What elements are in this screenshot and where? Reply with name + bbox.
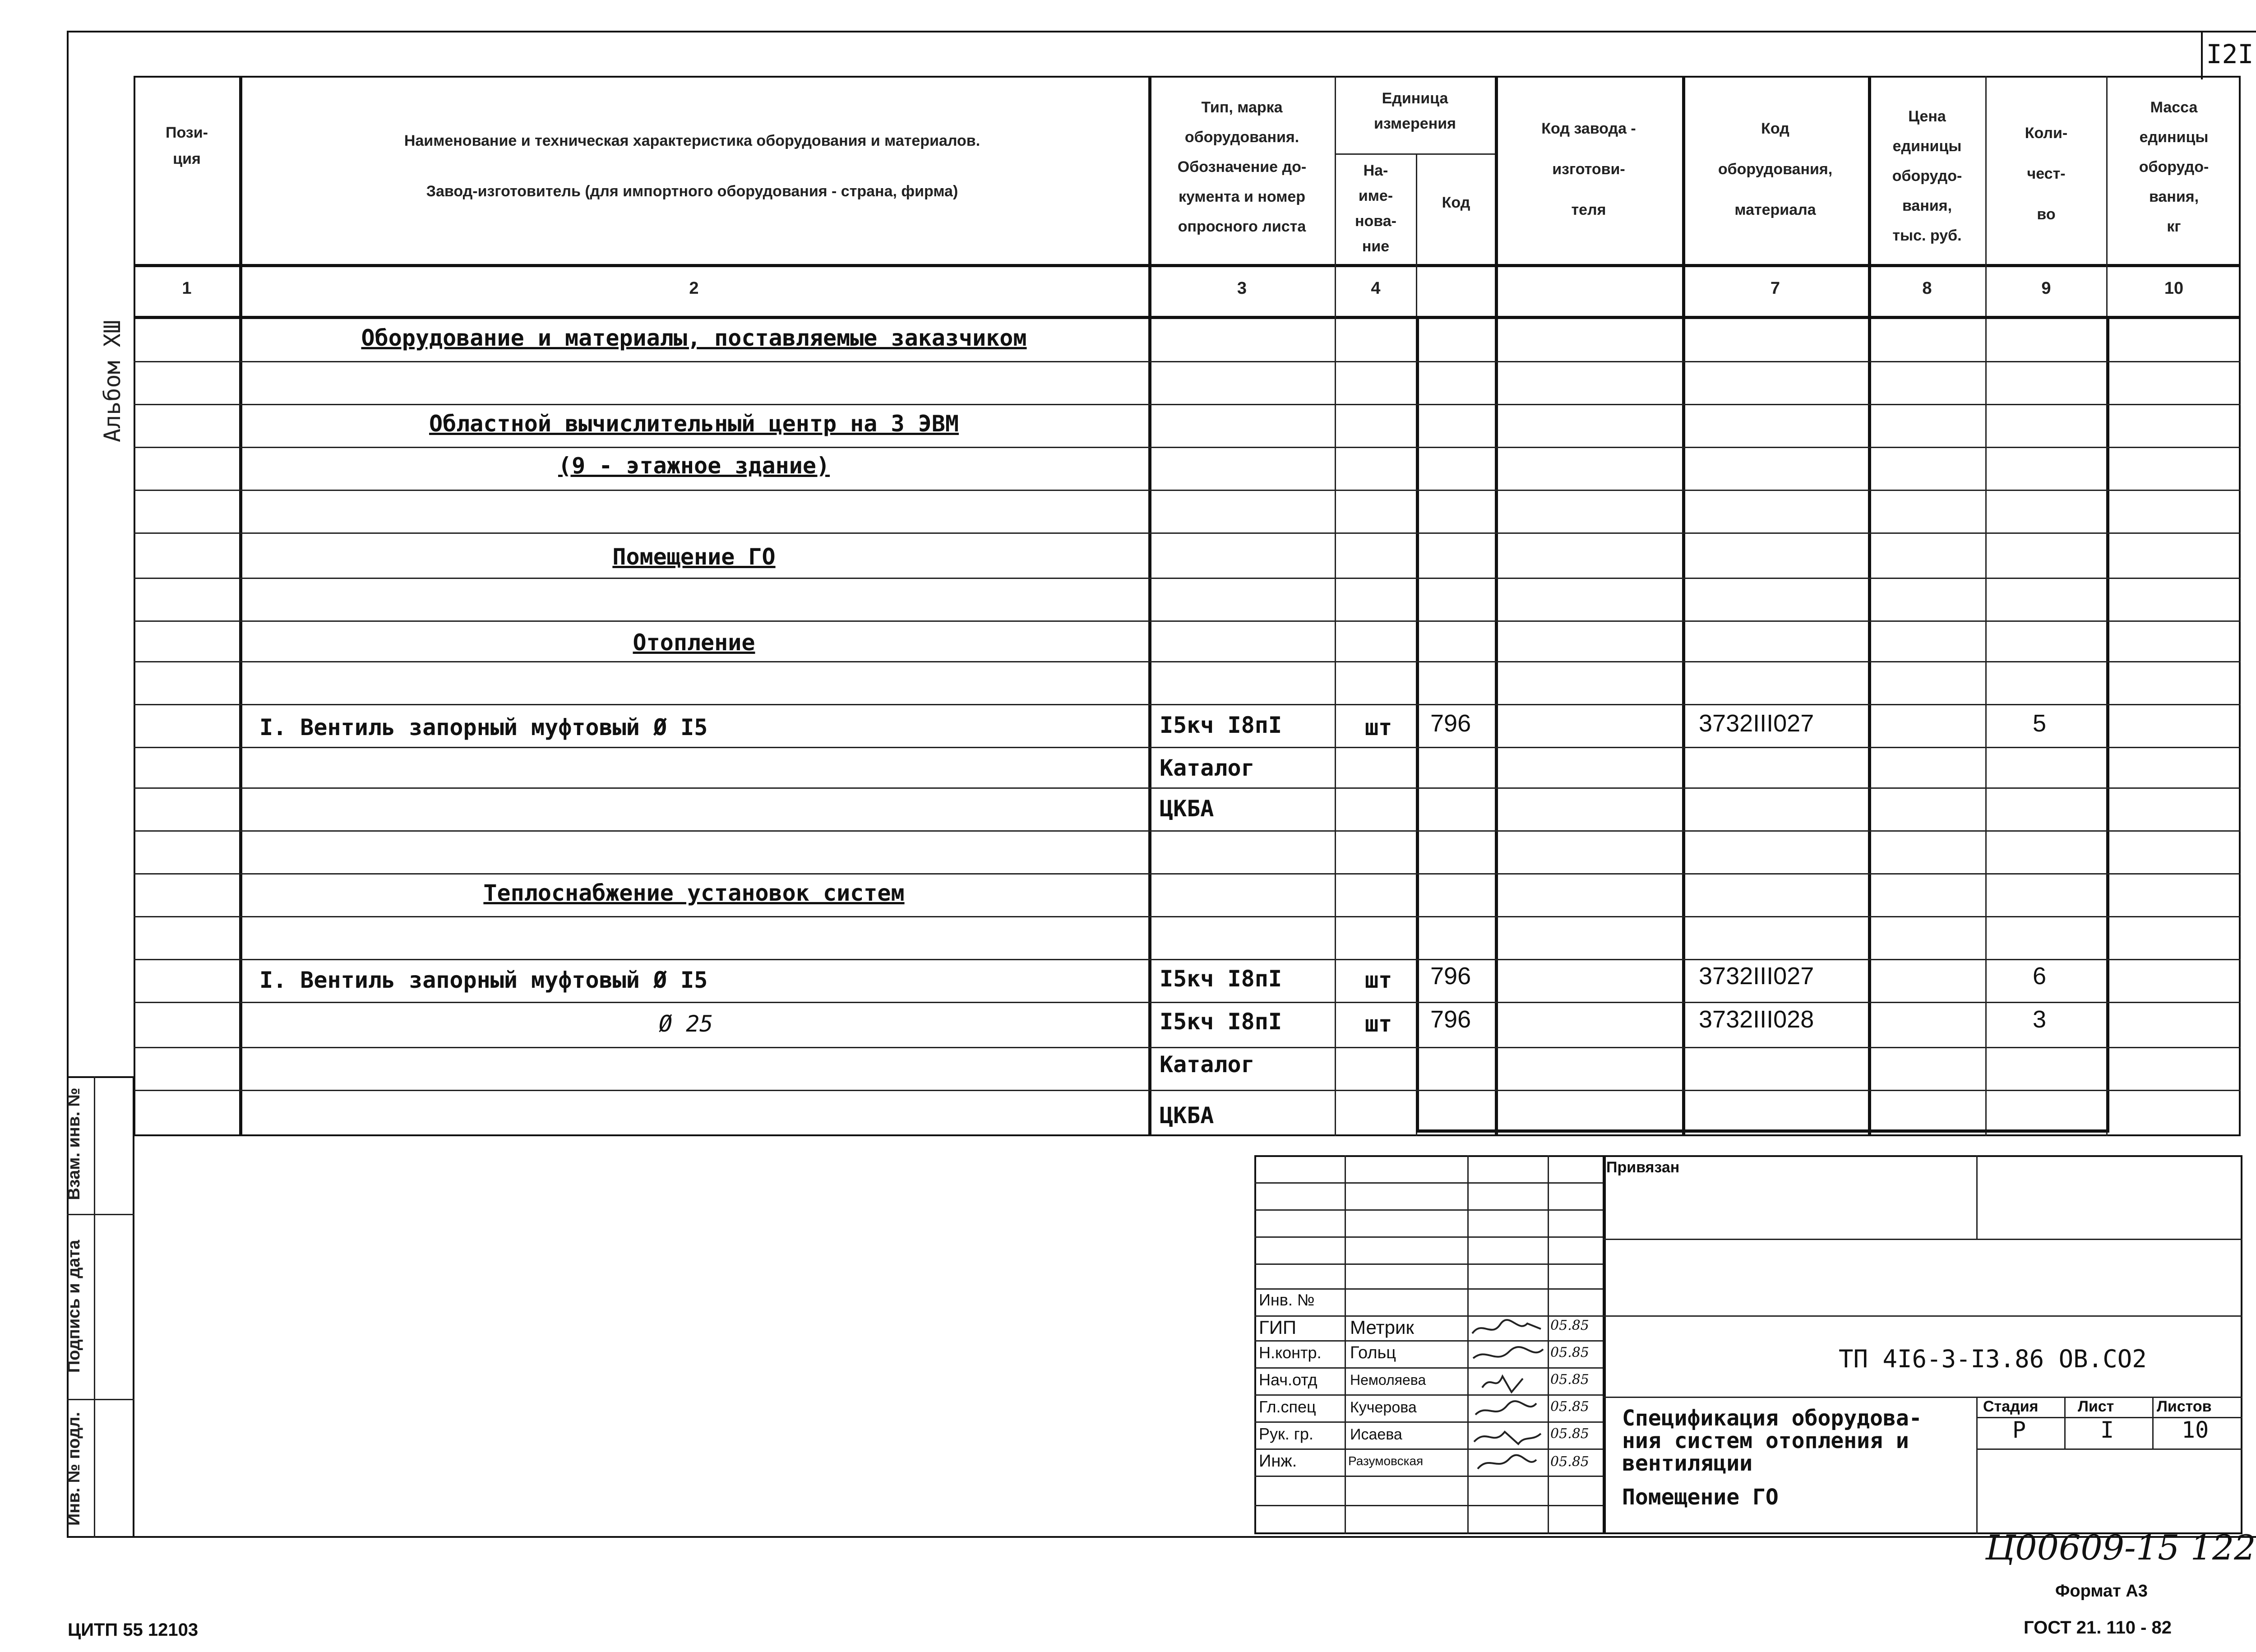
tb-line [1345, 1155, 1346, 1534]
section-heading: Помещение ГО [612, 544, 776, 570]
item-name: Ø 25 [659, 1011, 713, 1037]
signer-name: Исаева [1350, 1426, 1402, 1443]
header-unit-code: Код [1442, 194, 1470, 211]
signer-date: 05.85 [1550, 1399, 1589, 1415]
row-line [134, 959, 2241, 960]
column-number: 8 [1922, 279, 1932, 298]
section-heading: (9 - этажное здание) [558, 453, 830, 479]
signer-role: ГИП [1259, 1317, 1297, 1338]
header-type: Тип, марка оборудования. Обозначение до- кумента и номер опросного листа [1177, 99, 1307, 235]
row-line [134, 447, 2241, 448]
row-line [134, 747, 2241, 748]
header-equipment-code: Код оборудования, материала [1718, 120, 1833, 218]
column-number: 1 [182, 279, 192, 298]
header-name-line2: Завод-изготовитель (для импортного оборудования - страна, фирма) [426, 183, 958, 200]
tb-line [1254, 1476, 1603, 1477]
row-line [134, 830, 2241, 832]
tb-line [1254, 1367, 1603, 1369]
row-line [134, 1090, 2241, 1091]
tb-line [1603, 1239, 2242, 1240]
margin-divider [67, 1214, 134, 1215]
column-number: 2 [689, 279, 699, 298]
item-org: ЦКБА [1160, 796, 1214, 822]
row-line [134, 532, 2241, 534]
signature-scribble [1482, 1376, 1523, 1392]
tb-line [2064, 1397, 2066, 1448]
tb-line [1254, 1505, 1603, 1506]
item-type: I5кч I8пI [1160, 712, 1282, 738]
header-unit-group: Единица измерения [1374, 90, 1456, 132]
signer-name: Гольц [1350, 1343, 1396, 1362]
tb-line [1548, 1155, 1549, 1534]
section-heading: Теплоснабжение установок систем [483, 880, 905, 906]
format-label: Формат А3 [2055, 1582, 2148, 1601]
item-catalog: Каталог [1160, 755, 1255, 781]
row-line [134, 661, 2241, 662]
row-line [134, 787, 2241, 789]
tb-line [1254, 1340, 1603, 1342]
document-code: ТП 4I6-3-I3.86 ОВ.СО2 [1839, 1345, 2147, 1373]
column-number: 4 [1371, 279, 1381, 298]
item-type: I5кч I8пI [1160, 1009, 1282, 1035]
item-unit-code: 796 [1430, 1006, 1471, 1033]
row-line [134, 1002, 2241, 1003]
item-quantity: 3 [2033, 1006, 2047, 1033]
unit-group-line [1335, 153, 1495, 155]
header-position: Пози- ция [166, 124, 208, 167]
item-equipment-code: 3732III027 [1699, 710, 1814, 737]
signer-date: 05.85 [1550, 1318, 1589, 1333]
item-quantity: 6 [2033, 963, 2047, 990]
sheets-value: 10 [2182, 1417, 2209, 1443]
signer-date: 05.85 [1550, 1454, 1589, 1470]
signature-scribble [1475, 1401, 1536, 1415]
privyazan-label: Привязан [1606, 1159, 1680, 1176]
signature-scribble [1478, 1455, 1536, 1469]
row-line [134, 620, 2241, 622]
signer-date: 05.85 [1550, 1426, 1589, 1442]
footer-right: ГОСТ 21. 110 - 82 [2024, 1618, 2172, 1638]
signer-role: Н.контр. [1259, 1343, 1322, 1362]
sheet-value: I [2100, 1417, 2114, 1443]
document-title-line: Помещение ГО [1622, 1485, 1779, 1510]
row-line [134, 916, 2241, 917]
inv-label: Инв. № [1259, 1291, 1315, 1309]
stage-label: Стадия [1983, 1398, 2039, 1415]
row-line [134, 873, 2241, 875]
tb-line [1254, 1394, 1603, 1396]
signer-date: 05.85 [1550, 1372, 1589, 1388]
tb-line [2152, 1397, 2154, 1448]
tb-line [1254, 1236, 1603, 1238]
item-equipment-code: 3732III028 [1699, 1006, 1814, 1033]
document-title-line: Спецификация оборудова- [1622, 1406, 1922, 1431]
archive-number: Ц00609-15 122 [1985, 1527, 2256, 1568]
signer-name: Немоляева [1350, 1372, 1426, 1388]
item-unit-code: 796 [1430, 963, 1471, 990]
album-label: Альбом XШ [99, 320, 125, 442]
section-heading: Отопление [633, 629, 755, 656]
signer-date: 05.85 [1550, 1345, 1589, 1360]
item-quantity: 5 [2033, 710, 2047, 737]
signer-name: Метрик [1350, 1317, 1414, 1338]
signer-role: Рук. гр. [1259, 1425, 1313, 1443]
tb-line [1254, 1263, 1603, 1265]
item-name: I. Вентиль запорный муфтовый Ø I5 [259, 714, 708, 740]
col-line [1335, 76, 1336, 1136]
header-name-line1: Наименование и техническая характеристика оборудования и материалов. [404, 132, 980, 149]
document-title-line: вентиляции [1622, 1451, 1752, 1476]
item-equipment-code: 3732III027 [1699, 963, 1814, 990]
tb-line [1603, 1315, 2242, 1317]
col-line [239, 76, 242, 1136]
section-heading: Областной вычислительный центр на 3 ЭВМ [429, 411, 959, 437]
item-type: I5кч I8пI [1160, 966, 1282, 992]
row-line [134, 404, 2241, 405]
column-number: 7 [1770, 279, 1780, 298]
signer-role: Нач.отд [1259, 1370, 1318, 1389]
tb-line [1254, 1315, 1603, 1317]
sheets-label: Листов [2157, 1398, 2212, 1415]
margin-field-label: Инв. № подл. [65, 1411, 83, 1526]
column-number: 3 [1237, 279, 1247, 298]
footer-left: ЦИТП 55 12103 [68, 1620, 199, 1640]
row-line [134, 490, 2241, 491]
item-unit: шт [1365, 967, 1392, 993]
item-unit: шт [1365, 714, 1392, 740]
signer-role: Гл.спец [1259, 1397, 1316, 1416]
row-line [134, 361, 2241, 362]
tb-line [1254, 1288, 1603, 1290]
header-bottom-line [134, 264, 2241, 267]
page-number: I2I [2206, 39, 2254, 69]
margin-field-label: Подпись и дата [65, 1240, 83, 1373]
signer-name: Разумовская [1348, 1454, 1424, 1468]
tb-line [1254, 1209, 1603, 1211]
signer-role: Инж. [1259, 1452, 1297, 1471]
header-unit-name: На- име- нова- ние [1355, 162, 1396, 255]
tb-line [1976, 1155, 1978, 1239]
tb-line [1603, 1397, 2242, 1398]
item-catalog: Каталог [1160, 1051, 1255, 1078]
stage-value: Р [2012, 1417, 2026, 1443]
item-unit: шт [1365, 1011, 1392, 1037]
tb-line [1254, 1421, 1603, 1423]
column-number: 9 [2041, 279, 2051, 298]
signature-scribble [1474, 1432, 1541, 1444]
item-name: I. Вентиль запорный муфтовый Ø I5 [259, 967, 708, 993]
item-unit-code: 796 [1430, 710, 1471, 737]
item-org: ЦКБА [1160, 1102, 1214, 1129]
margin-divider [94, 1076, 95, 1538]
signer-name: Кучерова [1350, 1399, 1417, 1416]
header-price: Цена единицы оборудо- вания, тыс. руб. [1892, 108, 1962, 244]
column-number: 10 [2164, 279, 2184, 298]
tb-line [1976, 1448, 2242, 1450]
tb-line [1603, 1155, 1606, 1534]
header-quantity: Коли- чест- во [2025, 125, 2068, 223]
signature-scribble [1473, 1347, 1543, 1358]
margin-divider [67, 1399, 134, 1400]
signature-scribble [1472, 1320, 1541, 1333]
row-line [134, 578, 2241, 579]
margin-field-label: Взам. инв. № [65, 1087, 83, 1200]
header-plant-code: Код завода - изготови- теля [1541, 120, 1636, 218]
signatures [1469, 1315, 1548, 1478]
header-mass: Масса единицы оборудо- вания, кг [2139, 99, 2209, 235]
tb-line [1254, 1448, 1603, 1450]
sheet-label: Лист [2078, 1398, 2114, 1415]
tb-line [1254, 1182, 1603, 1184]
row-line [134, 704, 2241, 705]
row-line [134, 1047, 2241, 1048]
section-heading: Оборудование и материалы, поставляемые заказчиком [361, 325, 1027, 351]
document-title-line: ния систем отопления и [1622, 1428, 1909, 1453]
